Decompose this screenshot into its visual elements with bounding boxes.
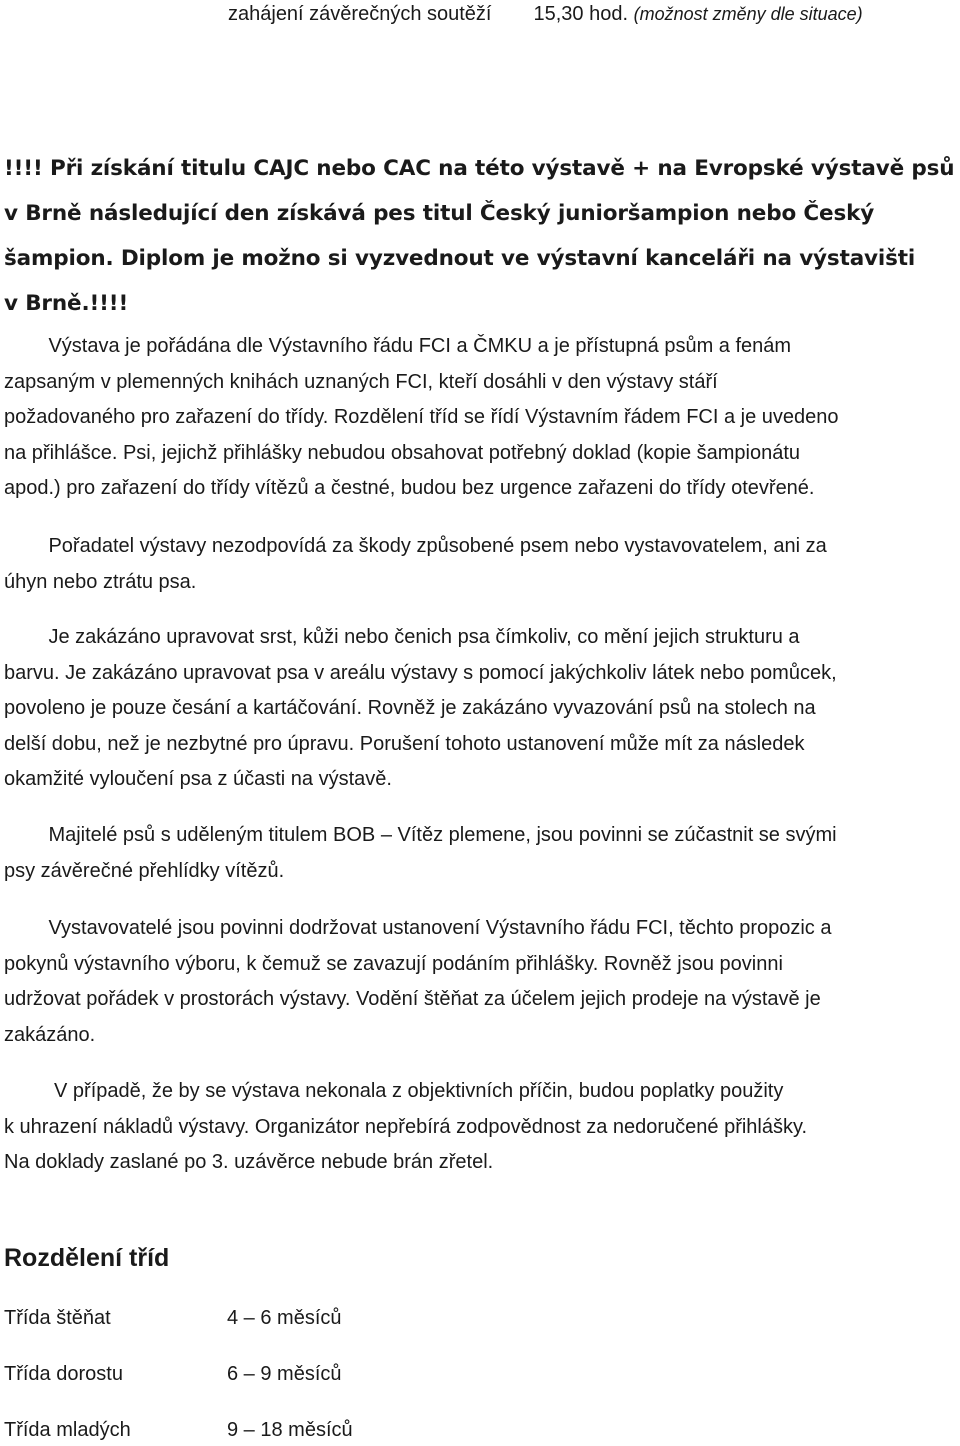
closing-competitions-time: 15,30 hod. (533, 3, 629, 25)
paragraph-exhibitor-duties (4, 911, 956, 1053)
paragraph-line: zapsaným v plemenných knihách uznaných FCI, kteří dosáhli v den výstavy stáří (4, 370, 718, 393)
paragraph-line: psy závěrečné přehlídky vítězů. (4, 859, 285, 882)
class-age: 6 – 9 měsíců (227, 1363, 342, 1385)
paragraph-line: Vystavovatelé jsou povinni dodržovat ustanovení Výstavního řádu FCI, těchto propozic a (4, 917, 832, 939)
paragraph-line: požadovaného pro zařazení do třídy. Rozdělení tříd se řídí Výstavním řádem FCI a je uvedeno (4, 406, 839, 428)
class-name: Třída dorostu (4, 1363, 123, 1385)
paragraph-cancellation (4, 1074, 956, 1181)
title-notice (4, 146, 956, 326)
paragraph-line: na přihlášce. Psi, jejichž přihlášky nebudou obsahovat potřebný doklad (kopie šampionátu (4, 441, 801, 464)
notice-line: v Brně následující den získává pes titul Český junioršampion nebo Český (4, 201, 875, 226)
class-age: 9 – 18 měsíců (227, 1419, 353, 1441)
notice-line: !!!! Při získání titulu CAJC nebo CAC na této výstavě + na Evropské výstavě psů (4, 156, 955, 181)
paragraph-line: Výstava je pořádána dle Výstavního řádu FCI a ČMKU a je přístupná psům a fenám (4, 335, 792, 357)
class-division-heading: Rozdělení tříd (4, 1244, 170, 1272)
closing-competitions-line (228, 2, 863, 26)
paragraph-line: okamžité vyloučení psa z účasti na výstavě. (4, 768, 392, 790)
class-age: 4 – 6 měsíců (227, 1307, 342, 1329)
paragraph-line: apod.) pro zařazení do třídy vítězů a čestné, budou bez urgence zařazeni do třídy otevřené. (4, 477, 815, 499)
paragraph-line: Majitelé psů s uděleným titulem BOB – Vítěz plemene, jsou povinni se zúčastnit se svými (4, 824, 837, 846)
notice-line: v Brně.!!!! (4, 291, 129, 316)
paragraph-line: k uhrazení nákladů výstavy. Organizátor nepřebírá zodpovědnost za nedoručené přihlášky. (4, 1115, 808, 1138)
paragraph-line: barvu. Je zakázáno upravovat psa v areálu výstavy s pomocí jakýchkoliv látek nebo pomůcek, (4, 661, 837, 684)
paragraph-line: povoleno je pouze česání a kartáčování. Rovněž je zakázáno vyvazování psů na stolech na (4, 697, 816, 719)
class-name: Třída mladých (4, 1419, 131, 1441)
class-row-puppy (4, 1304, 342, 1332)
paragraph-line: Na doklady zaslané po 3. uzávěrce nebude brán zřetel. (4, 1151, 494, 1173)
paragraph-liability (4, 529, 956, 600)
closing-competitions-title: zahájení závěrečných soutěží (228, 3, 492, 25)
notice-line: šampion. Diplom je možno si vyzvednout ve výstavní kanceláři na výstavišti (4, 246, 916, 271)
paragraph-line: pokynů výstavního výboru, k čemuž se zavazují podáním přihlášky. Rovněž jsou povinni (4, 952, 783, 975)
paragraph-line: Je zakázáno upravovat srst, kůži nebo čenich psa čímkoliv, co mění jejich strukturu a (4, 626, 800, 648)
class-row-minor (4, 1360, 342, 1388)
paragraph-bob-owners (4, 818, 956, 889)
paragraph-line: udržovat pořádek v prostorách výstavy. Vodění štěňat za účelem jejich prodeje na výstavě je (4, 988, 821, 1010)
paragraph-exhibition-rules (4, 329, 956, 507)
paragraph-line: V případě, že by se výstava nekonala z objektivních příčin, budou poplatky použity (4, 1080, 784, 1102)
paragraph-grooming-ban (4, 620, 956, 798)
class-row-junior (4, 1416, 353, 1444)
schedule-change-note: (možnost změny dle situace) (633, 4, 863, 24)
paragraph-line: úhyn nebo ztrátu psa. (4, 570, 197, 593)
paragraph-line: zakázáno. (4, 1023, 96, 1046)
class-name: Třída štěňat (4, 1307, 111, 1329)
paragraph-line: Pořadatel výstavy nezodpovídá za škody způsobené psem nebo vystavovatelem, ani za (4, 535, 827, 557)
paragraph-line: delší dobu, než je nezbytné pro úpravu. Porušení tohoto ustanovení může mít za následek (4, 732, 805, 755)
